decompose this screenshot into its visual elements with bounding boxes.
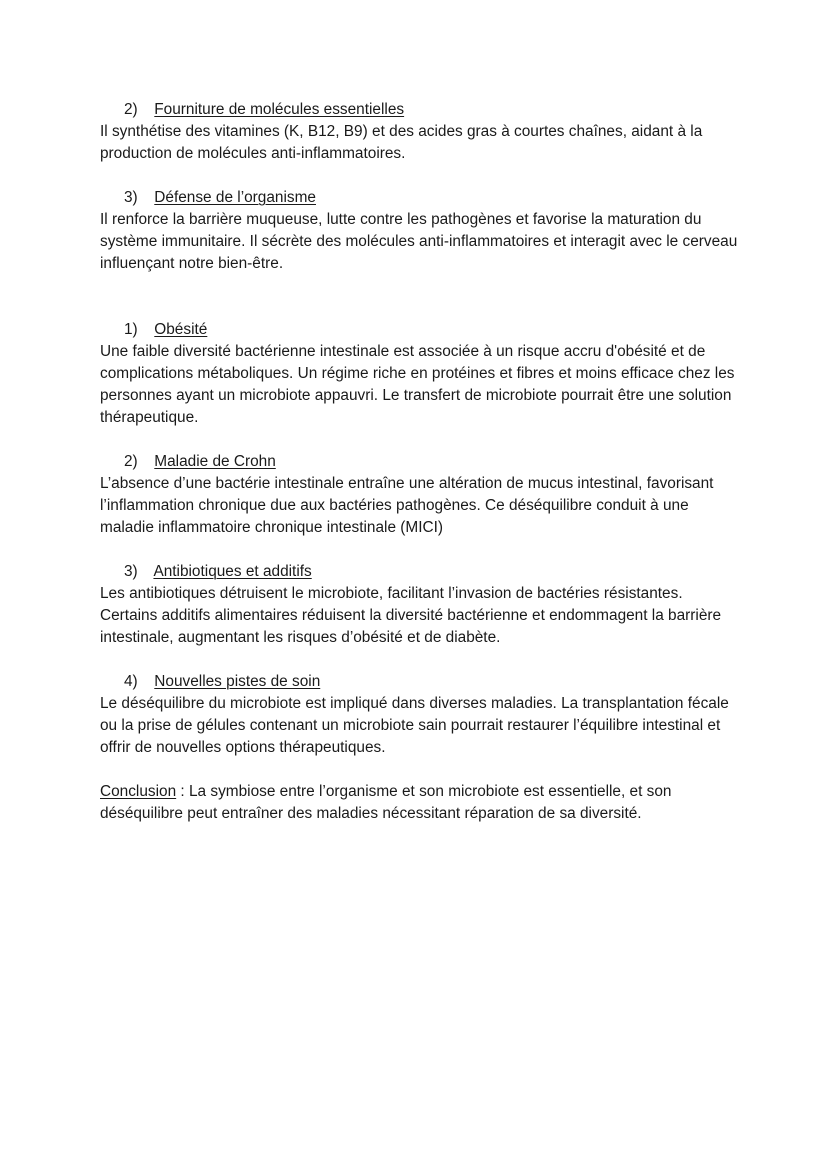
section-body: Une faible diversité bactérienne intestinale est associée à un risque accru d'obésité et de complications métaboliques. Un régime riche en protéines et fibres et moins efficace chez les personnes ayant un microbiote appauvri. Le transfert de microbiote pourrait être une solution thérapeutique. xyxy=(100,343,735,426)
section-body: Le déséquilibre du microbiote est impliqué dans diverses maladies. La transplantation fécale ou la prise de gélules contenant un microbiote sain pourrait restaurer l’équilibre intestinal et offrir de nouvelles options thérapeutiques. xyxy=(100,695,729,756)
section-number: 3) xyxy=(124,563,138,580)
section-body: L’absence d’une bactérie intestinale entraîne une altération de mucus intestinal, favorisant l’inflammation chronique due aux bactéries pathogènes. Ce déséquilibre conduit à une maladie inflammatoire chronique intestinale (MICI) xyxy=(100,475,714,536)
section-title: Obésité xyxy=(154,321,208,338)
section-heading xyxy=(100,187,740,209)
conclusion-text: : La symbiose entre l’organisme et son microbiote est essentielle, et son déséquilibre peut entraîner des maladies nécessitant réparation de sa diversité. xyxy=(100,783,672,822)
section-heading xyxy=(100,319,740,341)
conclusion-paragraph xyxy=(100,781,740,825)
section-title: Nouvelles pistes de soin xyxy=(154,673,321,690)
section-heading xyxy=(100,561,740,583)
section-maladie-crohn xyxy=(100,451,740,539)
section-defense-organisme xyxy=(100,187,740,275)
conclusion xyxy=(100,781,740,825)
section-title: Antibiotiques et additifs xyxy=(153,563,312,580)
section-heading xyxy=(100,671,740,693)
section-nouvelles-pistes xyxy=(100,671,740,759)
section-body: Il synthétise des vitamines (K, B12, B9) et des acides gras à courtes chaînes, aidant à la production de molécules anti-inflammatoires. xyxy=(100,123,703,162)
section-antibiotiques-additifs xyxy=(100,561,740,649)
section-title: Défense de l’organisme xyxy=(154,189,316,206)
section-body: Les antibiotiques détruisent le microbiote, facilitant l’invasion de bactéries résistantes. Certains additifs alimentaires réduisent la diversité bactérienne et endommagent la barrière intestinale, augmentant les risques d’obésité et de diabète. xyxy=(100,585,722,646)
section-title: Fourniture de molécules essentielles xyxy=(154,101,405,118)
section-heading xyxy=(100,451,740,473)
section-heading xyxy=(100,99,740,121)
section-number: 4) xyxy=(124,673,138,690)
section-number: 2) xyxy=(124,101,138,118)
section-obesite xyxy=(100,319,740,429)
section-number: 3) xyxy=(124,189,138,206)
section-body: Il renforce la barrière muqueuse, lutte contre les pathogènes et favorise la maturation du système immunitaire. Il sécrète des molécules anti-inflammatoires et interagit avec le cerveau influençant notre bien-être. xyxy=(100,211,738,272)
section-title: Maladie de Crohn xyxy=(154,453,276,470)
conclusion-label: Conclusion xyxy=(100,783,177,800)
section-fourniture-molecules xyxy=(100,99,740,165)
section-number: 2) xyxy=(124,453,138,470)
section-number: 1) xyxy=(124,321,138,338)
